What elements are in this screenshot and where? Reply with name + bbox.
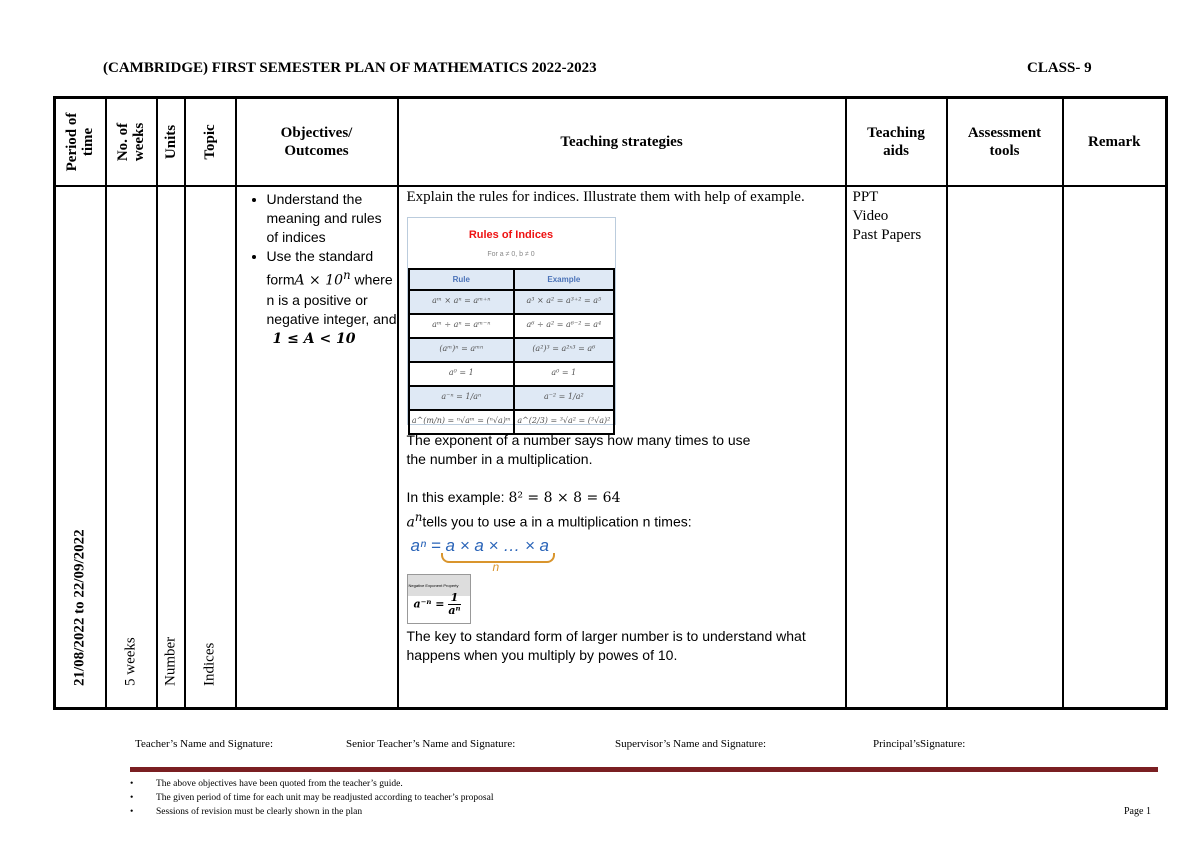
objective-item: • Understand the meaning and rules of indices — [267, 190, 397, 247]
supervisor-signature-label: Supervisor’s Name and Signature: — [615, 738, 767, 750]
example-line: In this example: 8² = 8 × 8 = 64 — [406, 489, 621, 506]
rules-of-indices-image: Rules of Indices For a ≠ 0, b ≠ 0 Rule Example aᵐ × aⁿ = aᵐ⁺ⁿ a³ × a² = a³⁺² = a⁵ aᵐ ÷ aⁿ = aᵐ⁻ⁿ a⁶ ÷ a² = a⁶⁻² = a⁴ (aᵐ)ⁿ = aᵐⁿ (a²)³ = a²ˣ³ = a⁶ a⁰ = 1 a⁰ = 1 a⁻ⁿ = 1/aⁿ a⁻² = 1/a² a^(m/n) = ⁿ√aᵐ = (ⁿ√a)ᵐ a^(2/3) = ³√a² = (³√a)² — [407, 217, 616, 425]
header-assessment: Assessment tools — [947, 98, 1063, 187]
an-formula-image: aⁿ = a × a × … × a n — [411, 536, 838, 572]
cell-aids — [846, 186, 947, 709]
header-row — [55, 98, 1167, 187]
exponent-explanation: The exponent of a number says how many times to use the number in a multiplication. — [406, 432, 751, 467]
cell-remark — [1063, 186, 1167, 709]
principal-signature-label: Principal’sSignature: — [873, 738, 966, 750]
cell-objectives — [236, 186, 398, 709]
header-strategies: Teaching strategies — [398, 98, 846, 187]
header-remark: Remark — [1063, 98, 1167, 187]
aid-item: PPT — [852, 189, 879, 205]
footer-notes — [130, 777, 493, 819]
footer-divider — [130, 767, 1158, 772]
note-item: • The given period of time for each unit may be readjusted according to teacher’s proposal — [130, 791, 493, 805]
header-units: Units — [157, 98, 185, 187]
cell-period: 21/08/2022 to 22/09/2022 — [55, 186, 106, 709]
note-item: • The above objectives have been quoted from the teacher’s guide. — [130, 777, 493, 791]
header-objectives: Objectives/ Outcomes — [236, 98, 398, 187]
cell-unit: Number — [157, 186, 185, 709]
cell-strategies — [398, 186, 846, 709]
teacher-signature-label: Teacher’s Name and Signature: — [135, 738, 273, 750]
aid-item: Past Papers — [852, 227, 922, 243]
aid-item: Video — [852, 208, 889, 224]
negative-exponent-image: Negative Exponent Property a⁻ⁿ = $\frac{1}{\text{aⁿ}}$ — [407, 574, 471, 624]
header-weeks: No. of weeks — [106, 98, 157, 187]
key-text: The key to standard form of larger number is to understand what happens when you multiply by powes of 10. — [406, 627, 806, 663]
objective-item: • Use the standard formA × $10^n$ where n is a positive or negative integer, and 1 ≤ A < 10 — [267, 247, 397, 349]
semester-plan-table — [53, 96, 1168, 710]
senior-teacher-signature-label: Senior Teacher’s Name and Signature: — [346, 738, 516, 750]
an-explanation: $a^ntells$ you to use a in a multiplication n times: — [406, 510, 692, 531]
header-topic: Topic — [185, 98, 236, 187]
note-item: • Sessions of revision must be clearly shown in the plan — [130, 805, 493, 819]
strategy-intro: Explain the rules for indices. Illustrate them with help of example. — [406, 189, 805, 205]
table-row — [55, 186, 1167, 709]
class-label: CLASS- 9 — [1027, 60, 1092, 76]
cell-topic: Indices — [185, 186, 236, 709]
header-period: Period of time — [55, 98, 106, 187]
header-aids: Teaching aids — [846, 98, 947, 187]
cell-weeks: 5 weeks — [106, 186, 157, 709]
cell-assessment — [947, 186, 1063, 709]
page-title: (CAMBRIDGE) FIRST SEMESTER PLAN OF MATHEMATICS 2022-2023 — [103, 60, 597, 76]
page-number: Page 1 — [1124, 806, 1151, 817]
